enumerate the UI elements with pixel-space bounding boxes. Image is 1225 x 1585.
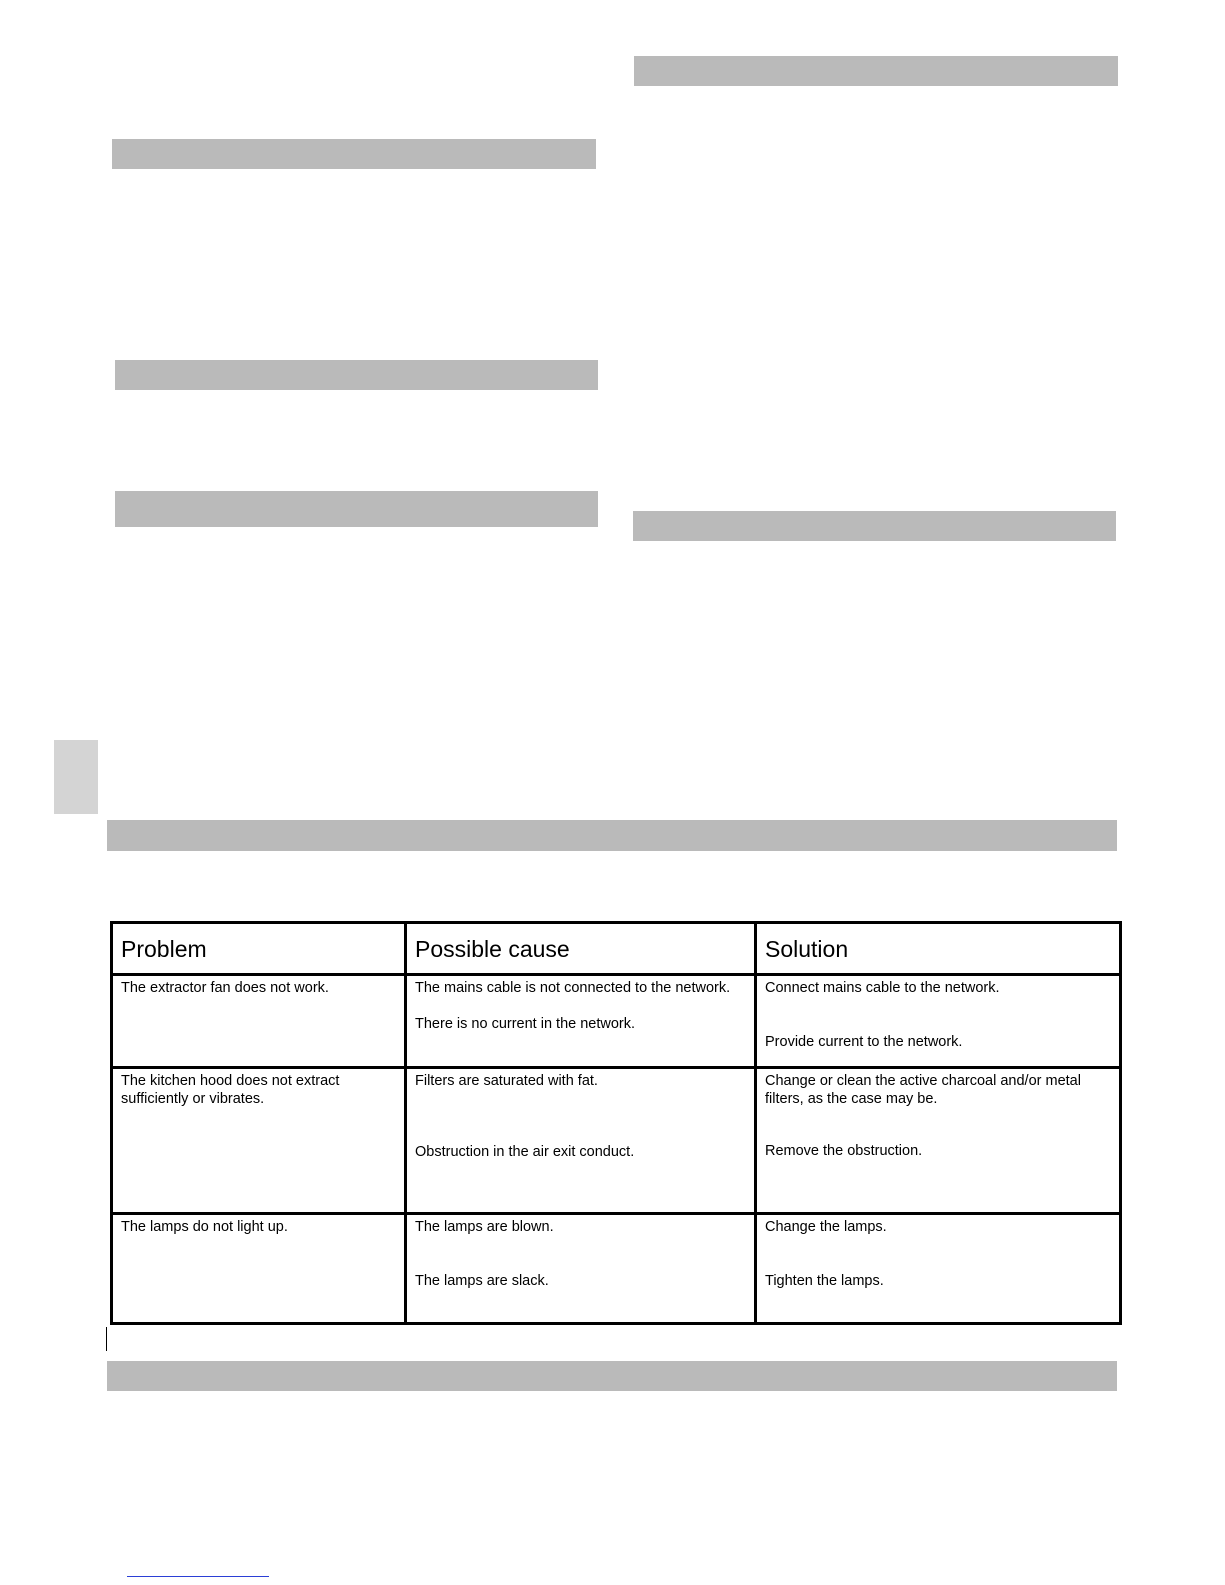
problem-cell [112,1214,406,1324]
cause-text: The lamps are blown. [415,1219,554,1235]
solution-cell [756,975,1121,1068]
section-header-bar-troubleshooting [107,820,1117,851]
solution-text: Change the lamps. [765,1219,887,1235]
solution-cell [756,1214,1121,1324]
footer-link-underline [127,1576,269,1577]
solution-cell [756,1068,1121,1214]
cause-text: The mains cable is not connected to the network. [415,980,731,996]
problem-text: The kitchen hood does not extract sufficiently or vibrates. [121,1073,340,1107]
header-solution: Solution [756,923,1121,975]
cause-text: Filters are saturated with fat. [415,1073,598,1089]
solution-text: Remove the obstruction. [765,1143,923,1159]
cause-text: Obstruction in the air exit conduct. [415,1143,635,1160]
section-header-bar-bottom [107,1361,1117,1391]
header-problem: Problem [112,923,406,975]
table-header-row [112,923,1121,975]
language-side-tab [54,740,98,814]
solution-text: Connect mains cable to the network. [765,980,1000,996]
header-possible-cause: Possible cause [406,923,756,975]
cause-cell [406,1214,756,1324]
table-row [112,975,1121,1068]
problem-text: The lamps do not light up. [121,1219,288,1235]
section-header-bar-right-top [634,56,1118,86]
solution-text: Change or clean the active charcoal and/or metal filters, as the case may be. [765,1073,1081,1107]
problem-cell [112,975,406,1068]
cause-cell [406,1068,756,1214]
section-header-bar-left-1 [112,139,596,169]
cause-text: There is no current in the network. [415,1015,636,1032]
troubleshooting-table [110,921,1122,1325]
solution-text: Provide current to the network. [765,1033,963,1050]
table-edge-rule [106,1327,107,1351]
problem-cell [112,1068,406,1214]
section-header-bar-left-2 [115,360,598,390]
cause-text: The lamps are slack. [415,1272,549,1289]
section-header-bar-left-3 [115,491,598,527]
problem-text: The extractor fan does not work. [121,980,329,996]
table-row [112,1214,1121,1324]
table-row [112,1068,1121,1214]
cause-cell [406,975,756,1068]
solution-text: Tighten the lamps. [765,1272,884,1289]
section-header-bar-right-2 [633,511,1116,541]
